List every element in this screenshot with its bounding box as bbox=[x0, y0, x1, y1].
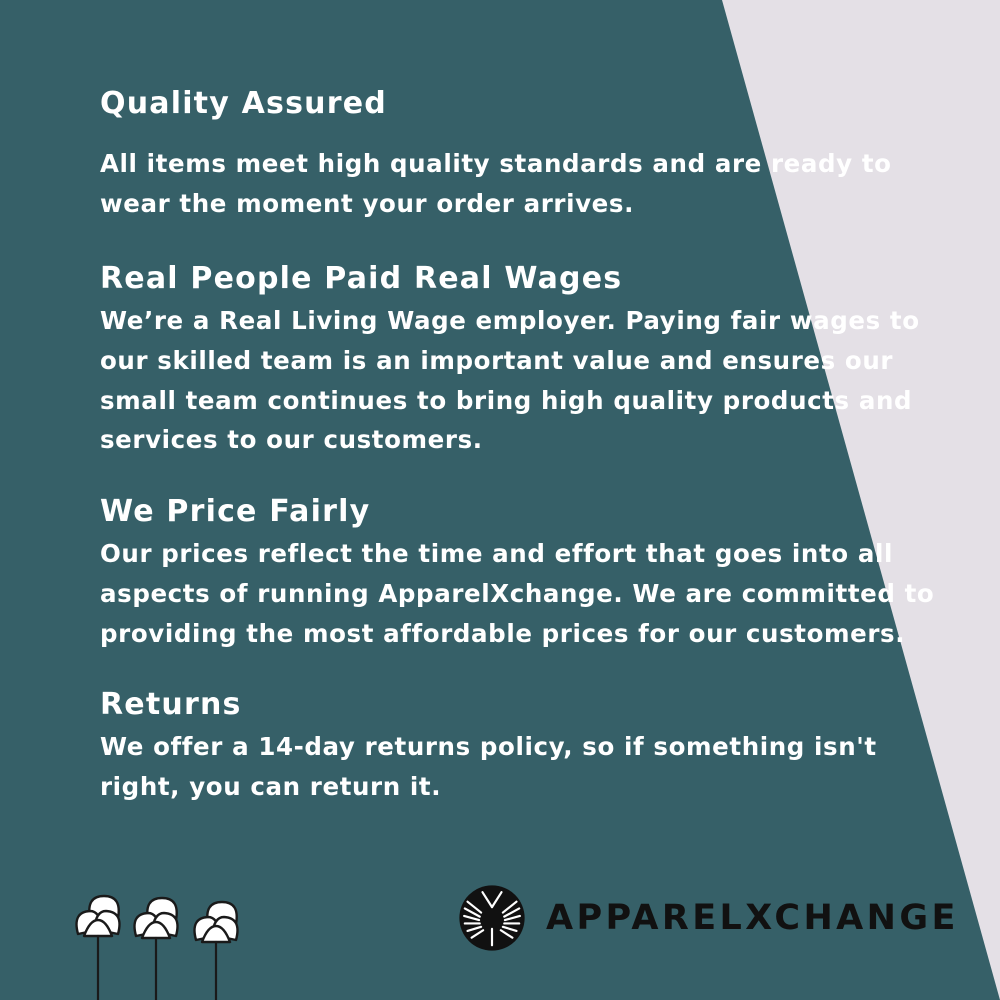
cotton-flowers-icon bbox=[70, 880, 300, 1000]
heading-quality-assured: Quality Assured bbox=[100, 86, 387, 121]
heading-real-people-paid-real-wages: Real People Paid Real Wages bbox=[100, 261, 623, 297]
content-column bbox=[100, 86, 940, 807]
brand-logo-row bbox=[458, 884, 959, 952]
body-quality-assured: All items meet high quality standards and are ready to wear the moment your order arrives. bbox=[100, 149, 892, 218]
brand-name: APPARELXCHANGE bbox=[546, 897, 959, 938]
body-real-people-paid-real-wages: We’re a Real Living Wage employer. Paying fair wages to our skilled team is an important value and ensures our small team continues to bring high quality products and services to our customers. bbox=[100, 306, 920, 455]
body-returns: We offer a 14-day returns policy, so if something isn't right, you can return it. bbox=[100, 732, 877, 801]
section-returns bbox=[100, 687, 940, 806]
section-quality-assured bbox=[100, 86, 940, 223]
heading-we-price-fairly: We Price Fairly bbox=[100, 494, 371, 530]
body-we-price-fairly: Our prices reflect the time and effort that goes into all aspects of running ApparelXchange. We are committed to providing the most affordable prices for our customers. bbox=[100, 539, 935, 648]
heading-returns: Returns bbox=[100, 687, 242, 723]
section-we-price-fairly bbox=[100, 494, 940, 653]
apparelxchange-logo-icon bbox=[458, 884, 526, 952]
section-real-people-paid-real-wages bbox=[100, 261, 940, 460]
